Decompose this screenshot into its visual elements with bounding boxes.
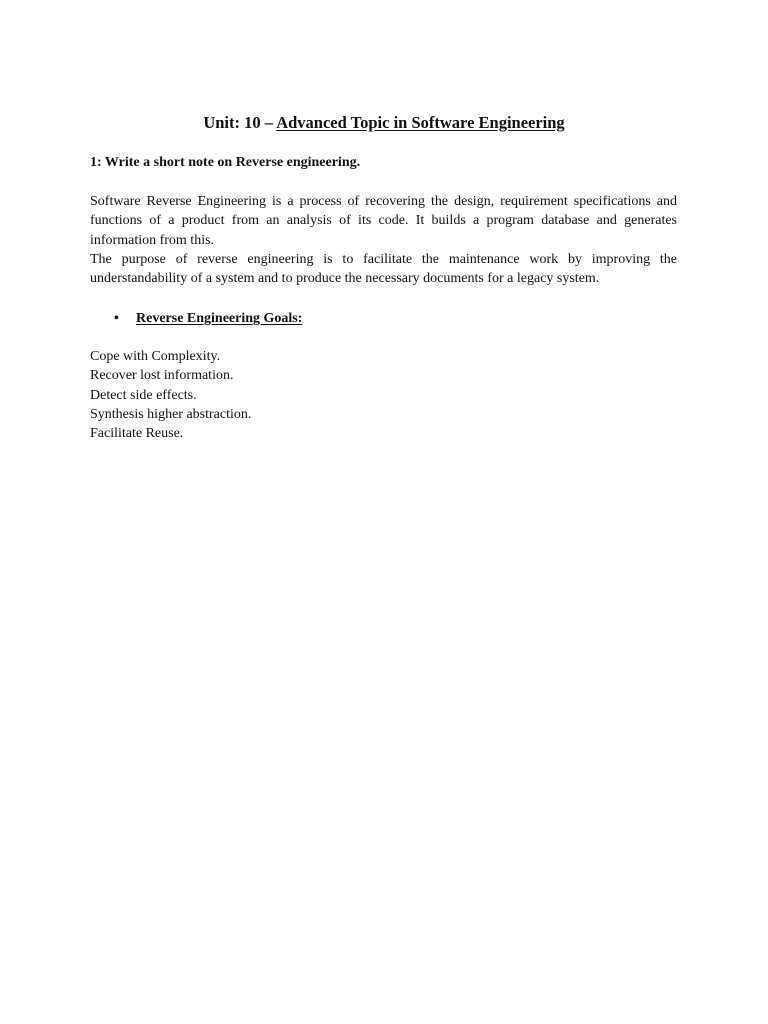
- page-title: [0, 112, 768, 134]
- bullet-icon: •: [114, 311, 119, 326]
- question-heading: 1: Write a short note on Reverse engineering.: [90, 155, 361, 170]
- goals-heading-label: Reverse Engineering Goals:: [136, 311, 303, 326]
- title-prefix: Unit: 10 –: [203, 113, 277, 132]
- list-item: Synthesis higher abstraction.: [90, 406, 252, 422]
- goals-heading: [114, 309, 302, 329]
- paragraph-purpose: The purpose of reverse engineering is to facilitate the maintenance work by improving the understandability of a system and to produce the necessary documents for a legacy system.: [90, 252, 677, 287]
- list-item: Recover lost information.: [90, 368, 234, 384]
- list-item: Detect side effects.: [90, 387, 197, 403]
- goals-list: [90, 347, 251, 443]
- paragraph-definition: Software Reverse Engineering is a process of recovering the design, requirement specifications and functions of a product from an analysis of its code. It builds a program database and generates information from this.: [90, 194, 677, 248]
- list-item: Cope with Complexity.: [90, 349, 221, 364]
- title-main: Advanced Topic in Software Engineering: [276, 113, 565, 132]
- list-item: Facilitate Reuse.: [90, 426, 184, 442]
